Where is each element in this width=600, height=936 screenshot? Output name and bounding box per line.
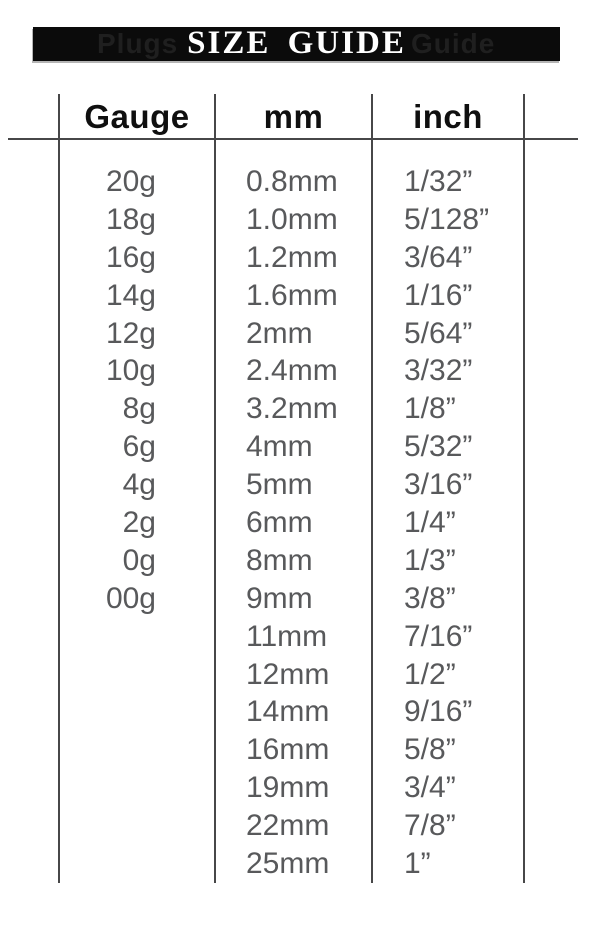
- cell-mm: 3.2mm: [246, 392, 338, 426]
- cell-gauge: 16g: [105, 240, 156, 274]
- cell-mm: 6mm: [246, 505, 313, 539]
- cell-inch: 5/128”: [404, 202, 490, 236]
- table-row: [0, 731, 600, 769]
- cell-mm: 19mm: [246, 771, 330, 805]
- table-row: [0, 504, 600, 542]
- title-bar: [33, 27, 560, 61]
- column-header-mm: mm: [263, 97, 324, 135]
- cell-inch: 5/64”: [404, 316, 473, 350]
- cell-gauge: 00g: [105, 581, 156, 615]
- cell-inch: 1/8”: [404, 392, 456, 426]
- table-row: [0, 352, 600, 390]
- table-row: [0, 315, 600, 353]
- cell-mm: 14mm: [246, 695, 330, 729]
- cell-inch: 3/32”: [404, 354, 473, 388]
- cell-gauge: 6g: [122, 430, 156, 464]
- cell-mm: 25mm: [246, 846, 330, 880]
- table-row: [0, 239, 600, 277]
- cell-inch: 3/16”: [404, 468, 473, 502]
- table-body: [0, 163, 600, 883]
- cell-mm: 2mm: [246, 316, 313, 350]
- cell-mm: 1.0mm: [246, 202, 338, 236]
- cell-gauge: 4g: [122, 468, 156, 502]
- cell-inch: 3/64”: [404, 240, 473, 274]
- table-row: [0, 201, 600, 239]
- cell-inch: 1/3”: [404, 543, 456, 577]
- table-row: [0, 807, 600, 845]
- table-row: [0, 390, 600, 428]
- table-row: [0, 542, 600, 580]
- cell-gauge: 18g: [105, 202, 156, 236]
- cell-inch: 5/32”: [404, 430, 473, 464]
- cell-inch: 3/4”: [404, 771, 456, 805]
- table-row: [0, 618, 600, 656]
- cell-gauge: [58, 731, 214, 769]
- cell-inch: 7/8”: [404, 809, 456, 843]
- cell-gauge: [58, 845, 214, 883]
- table-row: [0, 769, 600, 807]
- cell-mm: 4mm: [246, 430, 313, 464]
- page-title: SIZE GUIDE: [187, 25, 406, 61]
- cell-inch: 1/2”: [404, 657, 456, 691]
- table-row: [0, 428, 600, 466]
- cell-inch: 7/16”: [404, 619, 473, 653]
- cell-mm: 1.6mm: [246, 278, 338, 312]
- ghost-text-left: Plugs: [97, 28, 179, 59]
- column-header-inch: inch: [413, 97, 483, 135]
- cell-mm: 22mm: [246, 809, 330, 843]
- cell-gauge: [58, 693, 214, 731]
- column-header-gauge: Gauge: [84, 97, 190, 135]
- table-row: [0, 466, 600, 504]
- cell-gauge: 2g: [122, 505, 156, 539]
- table-row: [0, 580, 600, 618]
- cell-inch: 9/16”: [404, 695, 473, 729]
- cell-gauge: [58, 618, 214, 656]
- cell-inch: 1/32”: [404, 164, 473, 198]
- cell-inch: 1/16”: [404, 278, 473, 312]
- header-divider-line: [8, 138, 578, 140]
- cell-gauge: [58, 656, 214, 694]
- cell-mm: 2.4mm: [246, 354, 338, 388]
- table-header-row: [0, 95, 600, 138]
- cell-mm: 16mm: [246, 733, 330, 767]
- ghost-text-right: Guide: [411, 28, 496, 59]
- cell-mm: 1.2mm: [246, 240, 338, 274]
- cell-mm: 9mm: [246, 581, 313, 615]
- table-row: [0, 277, 600, 315]
- cell-inch: 1/4”: [404, 505, 456, 539]
- cell-gauge: 10g: [105, 354, 156, 388]
- cell-inch: 1”: [404, 846, 431, 880]
- cell-gauge: 8g: [122, 392, 156, 426]
- cell-gauge: 0g: [122, 543, 156, 577]
- cell-mm: 8mm: [246, 543, 313, 577]
- cell-gauge: 12g: [105, 316, 156, 350]
- cell-mm: 0.8mm: [246, 164, 338, 198]
- table-row: [0, 693, 600, 731]
- cell-gauge: [58, 769, 214, 807]
- cell-mm: 5mm: [246, 468, 313, 502]
- cell-mm: 11mm: [246, 619, 328, 653]
- cell-gauge: [58, 807, 214, 845]
- cell-mm: 12mm: [246, 657, 330, 691]
- table-row: [0, 163, 600, 201]
- table-row: [0, 845, 600, 883]
- cell-gauge: 20g: [105, 164, 156, 198]
- cell-gauge: 14g: [105, 278, 156, 312]
- table-row: [0, 656, 600, 694]
- cell-inch: 5/8”: [404, 733, 456, 767]
- cell-inch: 3/8”: [404, 581, 456, 615]
